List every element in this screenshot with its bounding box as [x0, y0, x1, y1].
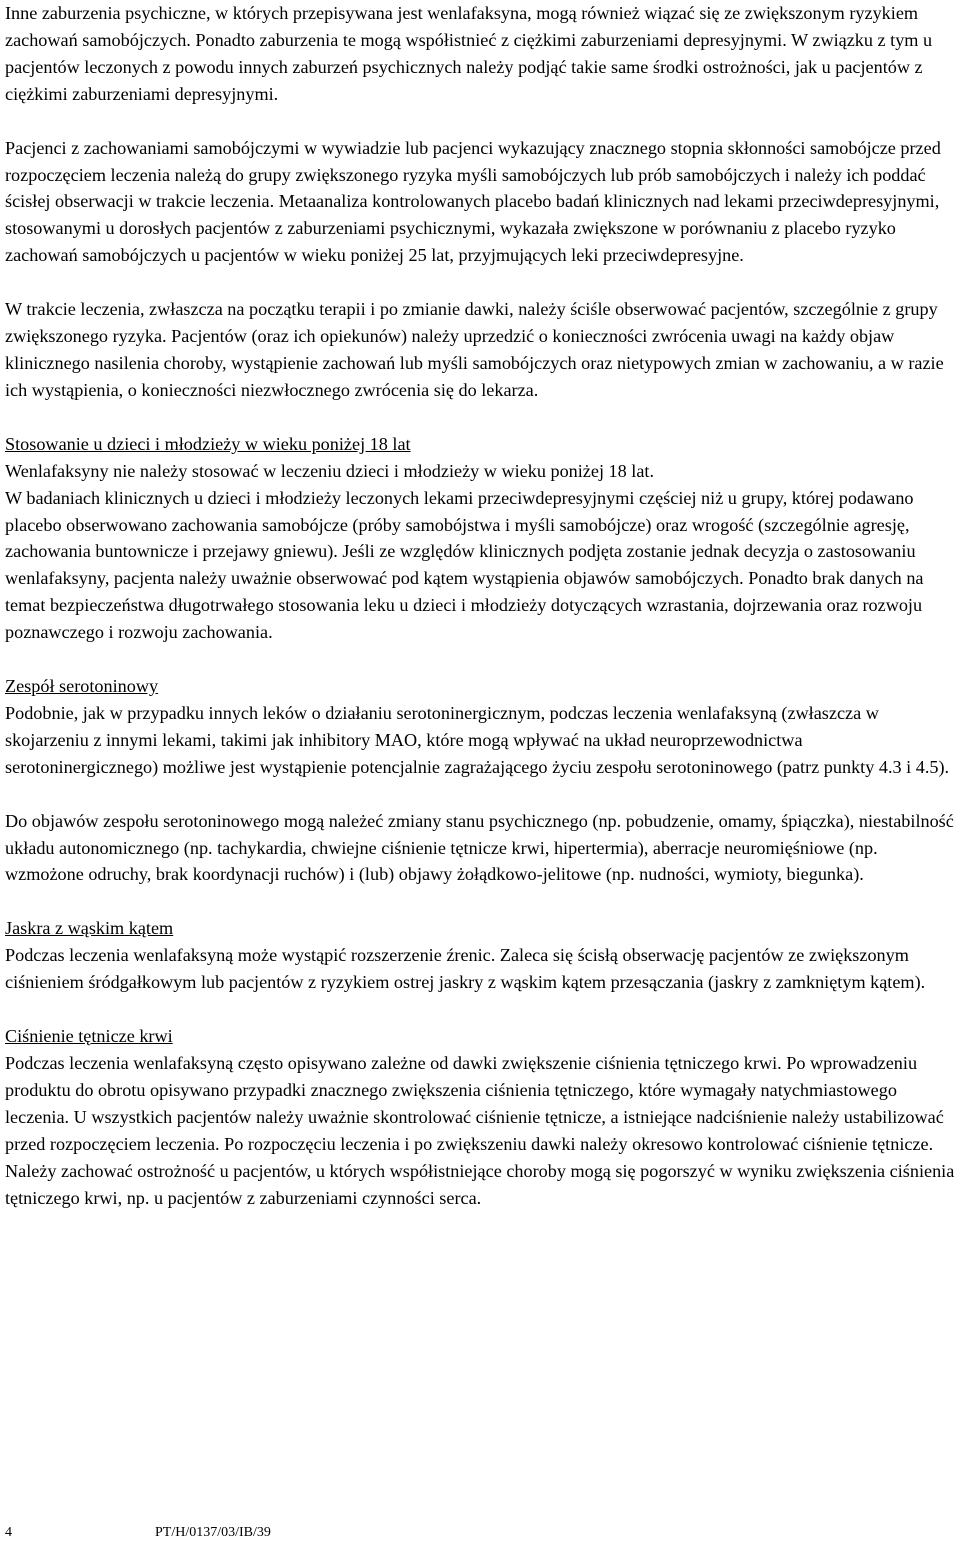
heading-children: Stosowanie u dzieci i młodzieży w wieku poniżej 18 lat — [5, 433, 411, 454]
blood-pressure-body: Podczas leczenia wenlafaksyną często opisywano zależne od dawki zwiększenie ciśnienia tętniczego krwi. Po wprowadzeniu produktu do obrotu opisywano przypadki znacznego zwiększenia ciśnienia tętniczego, które wymagały natychmiastowego leczenia. U wszystkich pacjentów należy uważnie skontrolować ciśnienie tętnicze, a istniejące nadciśnienie należy ustabilizować przed rozpoczęciem leczenia. Po rozpoczęciu leczenia i po zwiększeniu dawki należy okresowo kontrolować ciśnienie tętnicze. Należy zachować ostrożność u pacjentów, u których współistniejące choroby mogą się pogorszyć w wyniku zwiększenia ciśnienia tętniczego krwi, np. u pacjentów z zaburzeniami czynności serca. — [5, 1053, 955, 1208]
section-glaucoma — [5, 915, 957, 996]
children-body: W badaniach klinicznych u dzieci i młodzieży leczonych lekami przeciwdepresyjnymi częściej niż u grupy, której podawano placebo obserwowano zachowania samobójcze (próby samobójstwa i myśli samobójcze) oraz wrogość (szczególnie agresję, zachowania buntownicze i przejawy gniewu). Jeśli ze względów klinicznych podjęta zostanie jednak decyzja o zastosowaniu wenlafaksyny, pacjenta należy uważnie obserwować pod kątem wystąpienia objawów samobójczych. Ponadto brak danych na temat bezpieczeństwa długotrwałego stosowania leku u dzieci i młodzieży dotyczących wzrastania, dojrzewania oraz rozwoju poznawczego i rozwoju zachowania. — [5, 487, 924, 643]
paragraph-suicidal-history: Pacjenci z zachowaniami samobójczymi w wywiadzie lub pacjenci wykazujący znacznego stopnia skłonności samobójcze przed rozpoczęciem leczenia należą do grupy zwiększonego ryzyka myśli samobójczych lub prób samobójczych i należy ich poddać ścisłej obserwacji w trakcie leczenia. Metaanaliza kontrolowanych placebo badań klinicznych nad lekami przeciwdepresyjnymi, stosowanymi u dorosłych pacjentów z zaburzeniami psychicznymi, wykazała zwiększone w porównaniu z placebo ryzyko zachowań samobójczych u pacjentów w wieku poniżej 25 lat, przyjmujących leki przeciwdepresyjne. — [5, 137, 941, 266]
paragraph-other-disorders: Inne zaburzenia psychiczne, w których przepisywana jest wenlafaksyna, mogą również wiązać się ze zwiększonym ryzykiem zachowań samobójczych. Ponadto zaburzenia te mogą współistnieć z ciężkimi zaburzeniami depresyjnymi. W związku z tym u pacjentów leczonych z powodu innych zaburzeń psychicznych należy podjąć takie same środki ostrożności, jak u pacjentów z ciężkimi zaburzeniami depresyjnymi. — [5, 3, 933, 104]
page-footer — [5, 1525, 405, 1543]
serotonin-body: Podobnie, jak w przypadku innych leków o działaniu serotoninergicznym, podczas leczenia wenlafaksyną (zwłaszcza w skojarzeniu z innymi lekami, takimi jak inhibitory MAO, które mogą wpływać na układ neuroprzewodnictwa serotoninergicznego) możliwe jest wystąpienie potencjalnie zagrażającego życiu zespołu serotoninowego (patrz punkty 4.3 i 4.5). — [5, 702, 950, 777]
serotonin-body2: Do objawów zespołu serotoninowego mogą należeć zmiany stanu psychicznego (np. pobudzenie, omamy, śpiączka), niestabilność układu autonomicznego (np. tachykardia, chwiejne ciśnienie tętnicze krwi, hipertermia), aberracje neuromięśniowe (np. wzmożone odruchy, brak koordynacji ruchów) i (lub) objawy żołądkowo-jelitowe (np. nudności, wymioty, biegunka). — [5, 810, 954, 885]
document-code: PT/H/0137/03/IB/39 — [155, 1525, 271, 1540]
section-blood-pressure — [5, 1023, 957, 1211]
document-page — [5, 0, 957, 1211]
section-serotonin — [5, 673, 957, 888]
heading-blood-pressure: Ciśnienie tętnicze krwi — [5, 1026, 173, 1047]
page-number: 4 — [5, 1525, 12, 1540]
paragraph-monitoring: W trakcie leczenia, zwłaszcza na początku terapii i po zmianie dawki, należy ściśle obserwować pacjentów, szczególnie z grupy zwiększonego ryzyka. Pacjentów (oraz ich opiekunów) należy uprzedzić o konieczności zwrócenia uwagi na każdy objaw klinicznego nasilenia choroby, wystąpienie zachowań lub myśli samobójczych oraz nietypowych zmian w zachowaniu, a w razie ich wystąpienia, o konieczności niezwłocznego zwrócenia się do lekarza. — [5, 299, 944, 400]
glaucoma-body: Podczas leczenia wenlafaksyną może wystąpić rozszerzenie źrenic. Zaleca się ścisłą obserwację pacjentów ze zwiększonym ciśnieniem śródgałkowym lub pacjentów z ryzykiem ostrej jaskry z wąskim kątem przesączania (jaskry z zamkniętym kątem). — [5, 945, 926, 993]
section-children — [5, 431, 957, 646]
children-line1: Wenlafaksyny nie należy stosować w leczeniu dzieci i młodzieży w wieku poniżej 18 lat. — [5, 460, 655, 481]
heading-serotonin: Zespół serotoninowy — [5, 676, 159, 697]
heading-glaucoma: Jaskra z wąskim kątem — [5, 918, 174, 939]
